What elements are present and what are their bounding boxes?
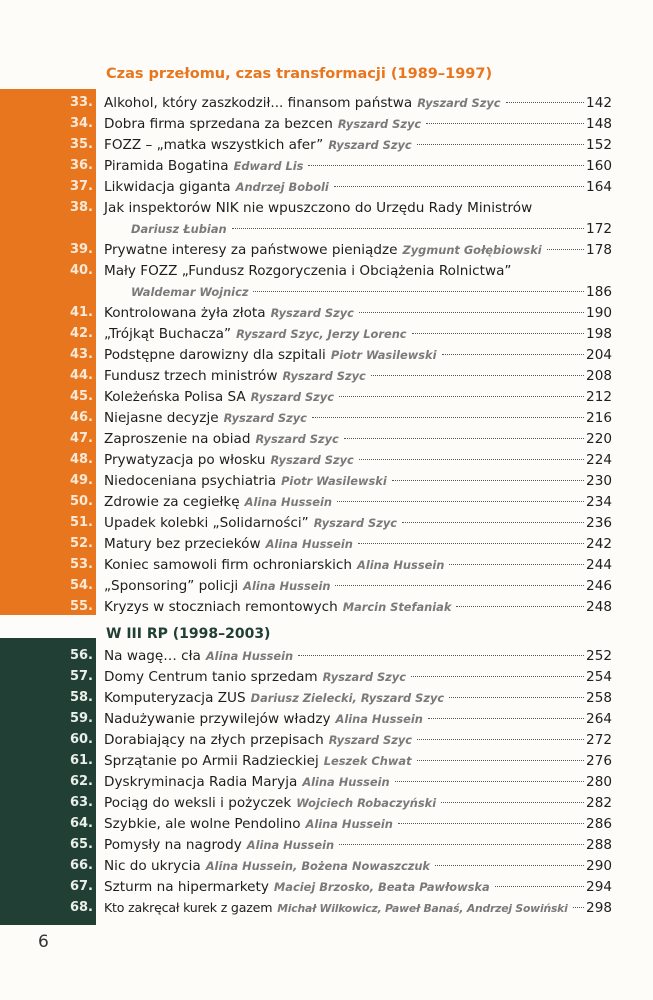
entry-author: Alina Hussein [305,817,393,831]
entry-number: 58. [69,690,93,705]
entry-number: 43. [69,347,93,362]
dot-leader [449,564,584,565]
entry-page: 298 [586,900,612,916]
entry-author: Ryszard Szyc [270,453,354,467]
entry-author: Alina Hussein [357,558,445,572]
entry-number: 57. [69,669,93,684]
dot-leader [442,354,585,355]
entry-number: 36. [69,158,93,173]
entry-page: 164 [586,179,612,195]
dot-leader [232,228,584,229]
dot-leader [337,501,584,502]
entry-page: 242 [586,536,612,552]
entry-page: 248 [586,599,612,615]
entry-page: 212 [586,389,612,405]
entry-author: Piotr Wasilewski [281,474,387,488]
entry-page: 280 [586,774,612,790]
dot-leader [426,123,584,124]
dot-leader [335,585,584,586]
entry-number: 38. [69,200,93,215]
entry-title: Niedoceniana psychiatria [104,473,277,489]
entry-author: Alina Hussein [265,537,353,551]
entry-title: Kto zakręcał kurek z gazem [104,900,273,915]
entry-title: Niejasne decyzje [104,410,219,426]
entry-title: Szybkie, ale wolne Pendolino [104,816,301,832]
entry-author: Ryszard Szyc [270,306,354,320]
dot-leader [334,186,584,187]
entry-number: 33. [69,95,93,110]
entry-title: Domy Centrum tanio sprzedam [104,669,318,685]
entry-title: Koleżeńska Polisa SA [104,389,246,405]
entry-page: 148 [586,116,612,132]
dot-leader [417,144,584,145]
entry-number: 40. [69,263,93,278]
entry-number: 59. [69,711,93,726]
entry-number: 61. [69,753,93,768]
entry-page: 290 [586,858,612,874]
entry-title: Podstępne darowizny dla szpitali [104,347,326,363]
entry-number: 68. [69,900,93,915]
entry-page: 198 [586,326,612,342]
dot-leader [253,291,584,292]
entry-title: Dyskryminacja Radia Maryja [104,774,298,790]
entry-title: „Sponsoring” policji [104,578,239,594]
dot-leader [339,844,584,845]
dot-leader [412,333,584,334]
dot-leader [395,781,584,782]
page-number: 6 [38,932,49,952]
dot-leader [506,102,585,103]
entry-author: Andrzej Boboli [235,180,329,194]
entry-number: 55. [69,599,93,614]
entry-author: Dariusz Łubian [131,222,227,236]
entry-page: 252 [586,648,612,664]
entry-author: Dariusz Zielecki, Ryszard Szyc [250,691,445,705]
entry-page: 152 [586,137,612,153]
entry-author: Alina Hussein [244,495,332,509]
entry-page: 160 [586,158,612,174]
entry-page: 264 [586,711,612,727]
dot-leader [449,697,584,698]
dot-leader [435,865,584,866]
entry-title: Zaproszenie na obiad [104,431,251,447]
entry-title: Pociąg do weksli i pożyczek [104,795,292,811]
entry-title: Sprzątanie po Armii Radzieckiej [104,753,319,769]
entry-title: Mały FOZZ „Fundusz Rozgoryczenia i Obciążenia Rolnictwa” [104,263,512,279]
entry-number: 53. [69,557,93,572]
entry-number: 41. [69,305,93,320]
entry-title: Kryzys w stoczniach remontowych [104,599,338,615]
entry-number: 34. [69,116,93,131]
dot-leader [339,396,584,397]
entry-title: Matury bez przecieków [104,536,261,552]
entry-page: 258 [586,690,612,706]
dot-leader [411,676,584,677]
entry-title: Kontrolowana żyła złota [104,305,266,321]
entry-page: 288 [586,837,612,853]
dot-leader [359,459,584,460]
entry-author: Wojciech Robaczyński [296,796,437,810]
entry-author: Ryszard Szyc, Jerzy Lorenc [236,327,407,341]
entry-page: 230 [586,473,612,489]
entry-author: Ryszard Szyc [255,432,339,446]
entry-number: 65. [69,837,93,852]
dot-leader [495,886,584,887]
entry-number: 66. [69,858,93,873]
entry-number: 56. [69,648,93,663]
entry-page: 178 [586,242,612,258]
entry-number: 48. [69,452,93,467]
entry-author: Alina Hussein, Bożena Nowaszczuk [205,859,431,873]
entry-title: Zdrowie za cegiełkę [104,494,240,510]
entry-page: 208 [586,368,612,384]
entry-title: „Trójkąt Buchacza” [104,326,232,342]
entry-page: 272 [586,732,612,748]
entry-number: 49. [69,473,93,488]
entry-author: Piotr Wasilewski [330,348,437,362]
entry-number: 67. [69,879,93,894]
entry-author: Ryszard Szyc [328,138,412,152]
entry-title: Nadużywanie przywilejów władzy [104,711,331,727]
entry-page: 186 [586,284,612,300]
entry-title: Pomysły na nagrody [104,837,242,853]
entry-author: Edward Lis [233,159,304,173]
dot-leader [371,375,584,376]
entry-number: 47. [69,431,93,446]
entry-author: Waldemar Wojnicz [131,285,249,299]
entry-page: 286 [586,816,612,832]
dot-leader [312,417,584,418]
dot-leader [547,249,584,250]
entry-number: 45. [69,389,93,404]
entry-page: 216 [586,410,612,426]
entry-number: 62. [69,774,93,789]
dot-leader [428,718,584,719]
dot-leader [298,655,584,656]
entry-page: 294 [586,879,612,895]
entry-author: Alina Hussein [243,579,331,593]
entry-author: Zygmunt Gołębiowski [402,243,542,257]
entry-author: Ryszard Szyc [282,369,366,383]
entry-page: 236 [586,515,612,531]
entry-title: Dorabiający na złych przepisach [104,732,324,748]
dot-leader [417,760,585,761]
entry-page: 220 [586,431,612,447]
entry-title: Szturm na hipermarkety [104,879,269,895]
entry-page: 172 [586,221,612,237]
entry-author: Ryszard Szyc [322,670,406,684]
dot-leader [441,802,584,803]
entry-author: Alina Hussein [246,838,335,852]
entry-author: Michał Wilkowicz, Paweł Banaś, Andrzej Sowiński [277,902,568,915]
dot-leader [402,522,584,523]
dot-leader [398,823,584,824]
entry-title: Na wagę… cła [104,648,201,664]
entry-page: 142 [586,95,612,111]
dot-leader [359,312,584,313]
entry-author: Maciej Brzosko, Beata Pawłowska [273,880,490,894]
entry-author: Leszek Chwat [323,754,412,768]
entry-page: 282 [586,795,612,811]
section-heading-iii-rp: W III RP (1998–2003) [106,626,271,642]
entry-author: Ryszard Szyc [417,96,501,110]
entry-number: 63. [69,795,93,810]
entry-number: 50. [69,494,93,509]
entry-author: Ryszard Szyc [328,733,413,747]
entry-author: Alina Hussein [205,649,294,663]
entry-number: 54. [69,578,93,593]
entry-author: Ryszard Szyc [223,411,307,425]
dot-leader [456,606,584,607]
entry-title: Upadek kolebki „Solidarności” [104,515,309,531]
entry-number: 35. [69,137,93,152]
entry-title: Likwidacja giganta [104,179,231,195]
entry-title: Alkohol, który zaszkodził... finansom państwa [104,95,413,111]
entry-title: Fundusz trzech ministrów [104,368,278,384]
dot-leader [344,438,584,439]
entry-title: Koniec samowoli firm ochroniarskich [104,557,353,573]
dot-leader [573,907,584,908]
entry-page: 234 [586,494,612,510]
entry-author: Marcin Stefaniak [342,600,452,614]
entry-author: Ryszard Szyc [337,117,422,131]
entry-page: 244 [586,557,612,573]
entry-number: 51. [69,515,93,530]
entry-title: FOZZ – „matka wszystkich afer” [104,137,324,153]
entry-title: Dobra firma sprzedana za bezcen [104,116,333,132]
entry-title: Piramida Bogatina [104,158,229,174]
entry-page: 224 [586,452,612,468]
entry-page: 254 [586,669,612,685]
dot-leader [308,165,584,166]
entry-page: 190 [586,305,612,321]
dot-leader [392,480,584,481]
entry-number: 60. [69,732,93,747]
entry-title: Komputeryzacja ZUS [104,690,246,706]
entry-title: Prywatne interesy za państwowe pieniądze [104,242,398,258]
section-heading-transformation: Czas przełomu, czas transformacji (1989–1997) [106,66,493,82]
dot-leader [417,739,584,740]
entry-author: Ryszard Szyc [313,516,398,530]
entry-page: 204 [586,347,612,363]
entry-number: 64. [69,816,93,831]
entry-author: Alina Hussein [335,712,423,726]
entry-number: 39. [69,242,93,257]
entry-author: Ryszard Szyc [250,390,334,404]
entry-number: 52. [69,536,93,551]
entry-title: Nic do ukrycia [104,858,201,874]
entry-number: 37. [69,179,93,194]
entry-page: 276 [586,753,612,769]
entry-page: 246 [586,578,612,594]
dot-leader [358,543,584,544]
entry-title: Prywatyzacja po włosku [104,452,266,468]
entry-number: 44. [69,368,93,383]
entry-number: 42. [69,326,93,341]
entry-title: Jak inspektorów NIK nie wpuszczono do Urzędu Rady Ministrów [104,200,533,216]
entry-author: Alina Hussein [302,775,390,789]
entry-number: 46. [69,410,93,425]
